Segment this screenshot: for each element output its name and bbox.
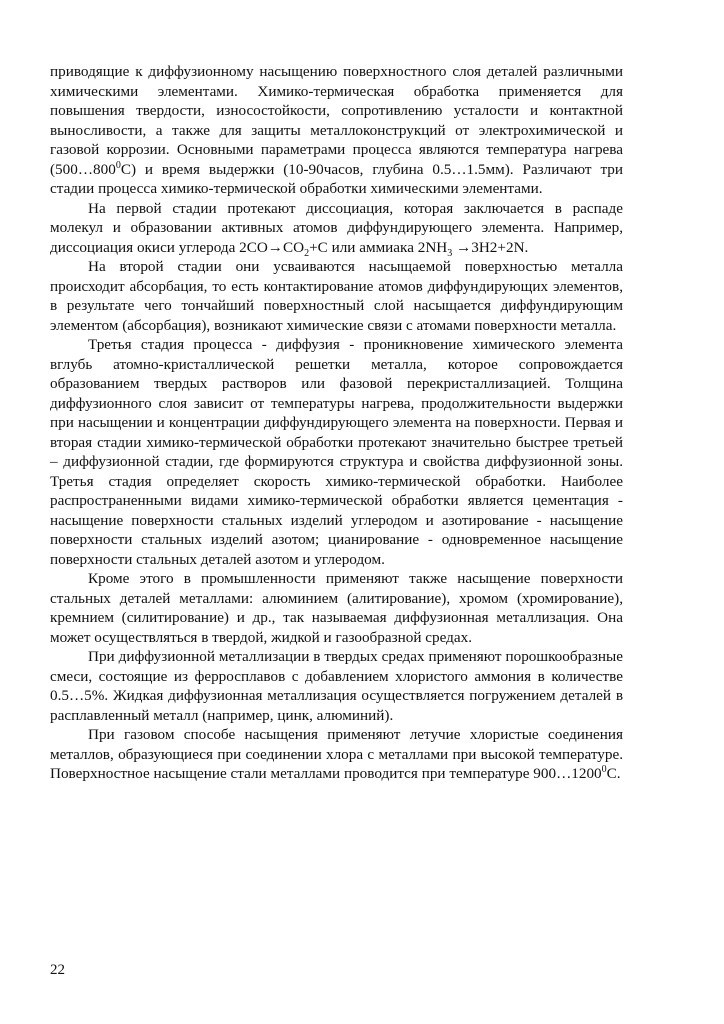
text-run: С.: [606, 765, 621, 782]
paragraph-p5: [50, 647, 623, 725]
text-run: 3: [447, 247, 453, 259]
paragraph-p0: [50, 62, 623, 199]
text-run: +C или аммиака 2NH: [309, 238, 448, 256]
paragraph-p4: [50, 569, 623, 647]
text-run: приводящие к диффузионному насыщению поверхностного слоя деталей различными химическими элементами. Химико-термическая обработка применяется для повышения твердости, износостойкости, сопротивлению усталости и контактной выносливости, а также для защиты металлоконструкций от электрохимической и газовой коррозии. Основными параметрами процесса являются температура нагрева (500…800: [50, 63, 623, 178]
text-run: При газовом способе насыщения применяют летучие хлористые соединения металлов, образующиеся при соединении хлора с металлами при высокой температуре. Поверхностное насыщение стали металлами проводится при температуре 900…1200: [50, 726, 623, 782]
text-run: На первой стадии протекают диссоциация, которая заключается в распаде молекул и образовании активных атомов диффундирующего элемента. Например, диссоциация окиси углерода 2CO→CO: [50, 199, 623, 256]
paragraph-p1: [50, 199, 623, 258]
text-run: 0: [601, 763, 607, 775]
body-text: [50, 62, 623, 784]
text-run: С) и время выдержки (10-90часов, глубина 0.5…1.5мм). Различают три стадии процесса химико-термической обработки химическими элементами.: [50, 160, 623, 197]
text-run: →3H2+2N.: [452, 238, 529, 256]
text-run: Третья стадия процесса - диффузия - проникновение химического элемента вглубь атомно-кристаллической решетки металла, которое сопровождается образованием твердых растворов или фазовой перекристаллизацией. Толщина диффузионного слоя зависит от температуры нагрева, продолжительности выдержки при насыщении и концентрации диффундирующего элемента на поверхности. Первая и вторая стадии химико-термической обработки протекают значительно быстрее третьей – диффузионной стадии, где формируются структура и свойства диффузионной зоны. Третья стадия определяет скорость химико-термической обработки. Наиболее распространенными видами химико-термической обработки является цементация - насыщение поверхности стальных изделий углеродом и азотирование - насыщение поверхности стальных изделий азотом; цианирование - одновременное насыщение поверхности стальных деталей азотом и углеродом.: [50, 336, 623, 568]
text-run: 2: [304, 247, 310, 259]
page-number: 22: [50, 962, 65, 978]
text-run: На второй стадии они усваиваются насыщаемой поверхностью металла происходит абсорбация, то есть контактирование атомов диффундирующих элементов, в результате чего тончайший поверхностный слой насыщается диффундирующим элементом (абсорбация), возникают химические связи с атомами поверхности металла.: [50, 258, 623, 334]
text-run: 0: [115, 159, 121, 171]
text-run: Кроме этого в промышленности применяют также насыщение поверхности стальных деталей металлами: алюминием (алитирование), хромом (хромирование), кремнием (силитирование) и др., так называемая диффузионная металлизация. Она может осуществляться в твердой, жидкой и газообразной средах.: [50, 570, 623, 646]
text-run: При диффузионной металлизации в твердых средах применяют порошкообразные смеси, состоящие из ферросплавов с добавлением хлористого аммония в количестве 0.5…5%. Жидкая диффузионная металлизация осуществляется погружением деталей в расплавленный металл (например, цинк, алюминий).: [50, 648, 623, 724]
paragraph-p2: [50, 257, 623, 335]
paragraph-p3: [50, 335, 623, 569]
paragraph-p6: [50, 725, 623, 784]
